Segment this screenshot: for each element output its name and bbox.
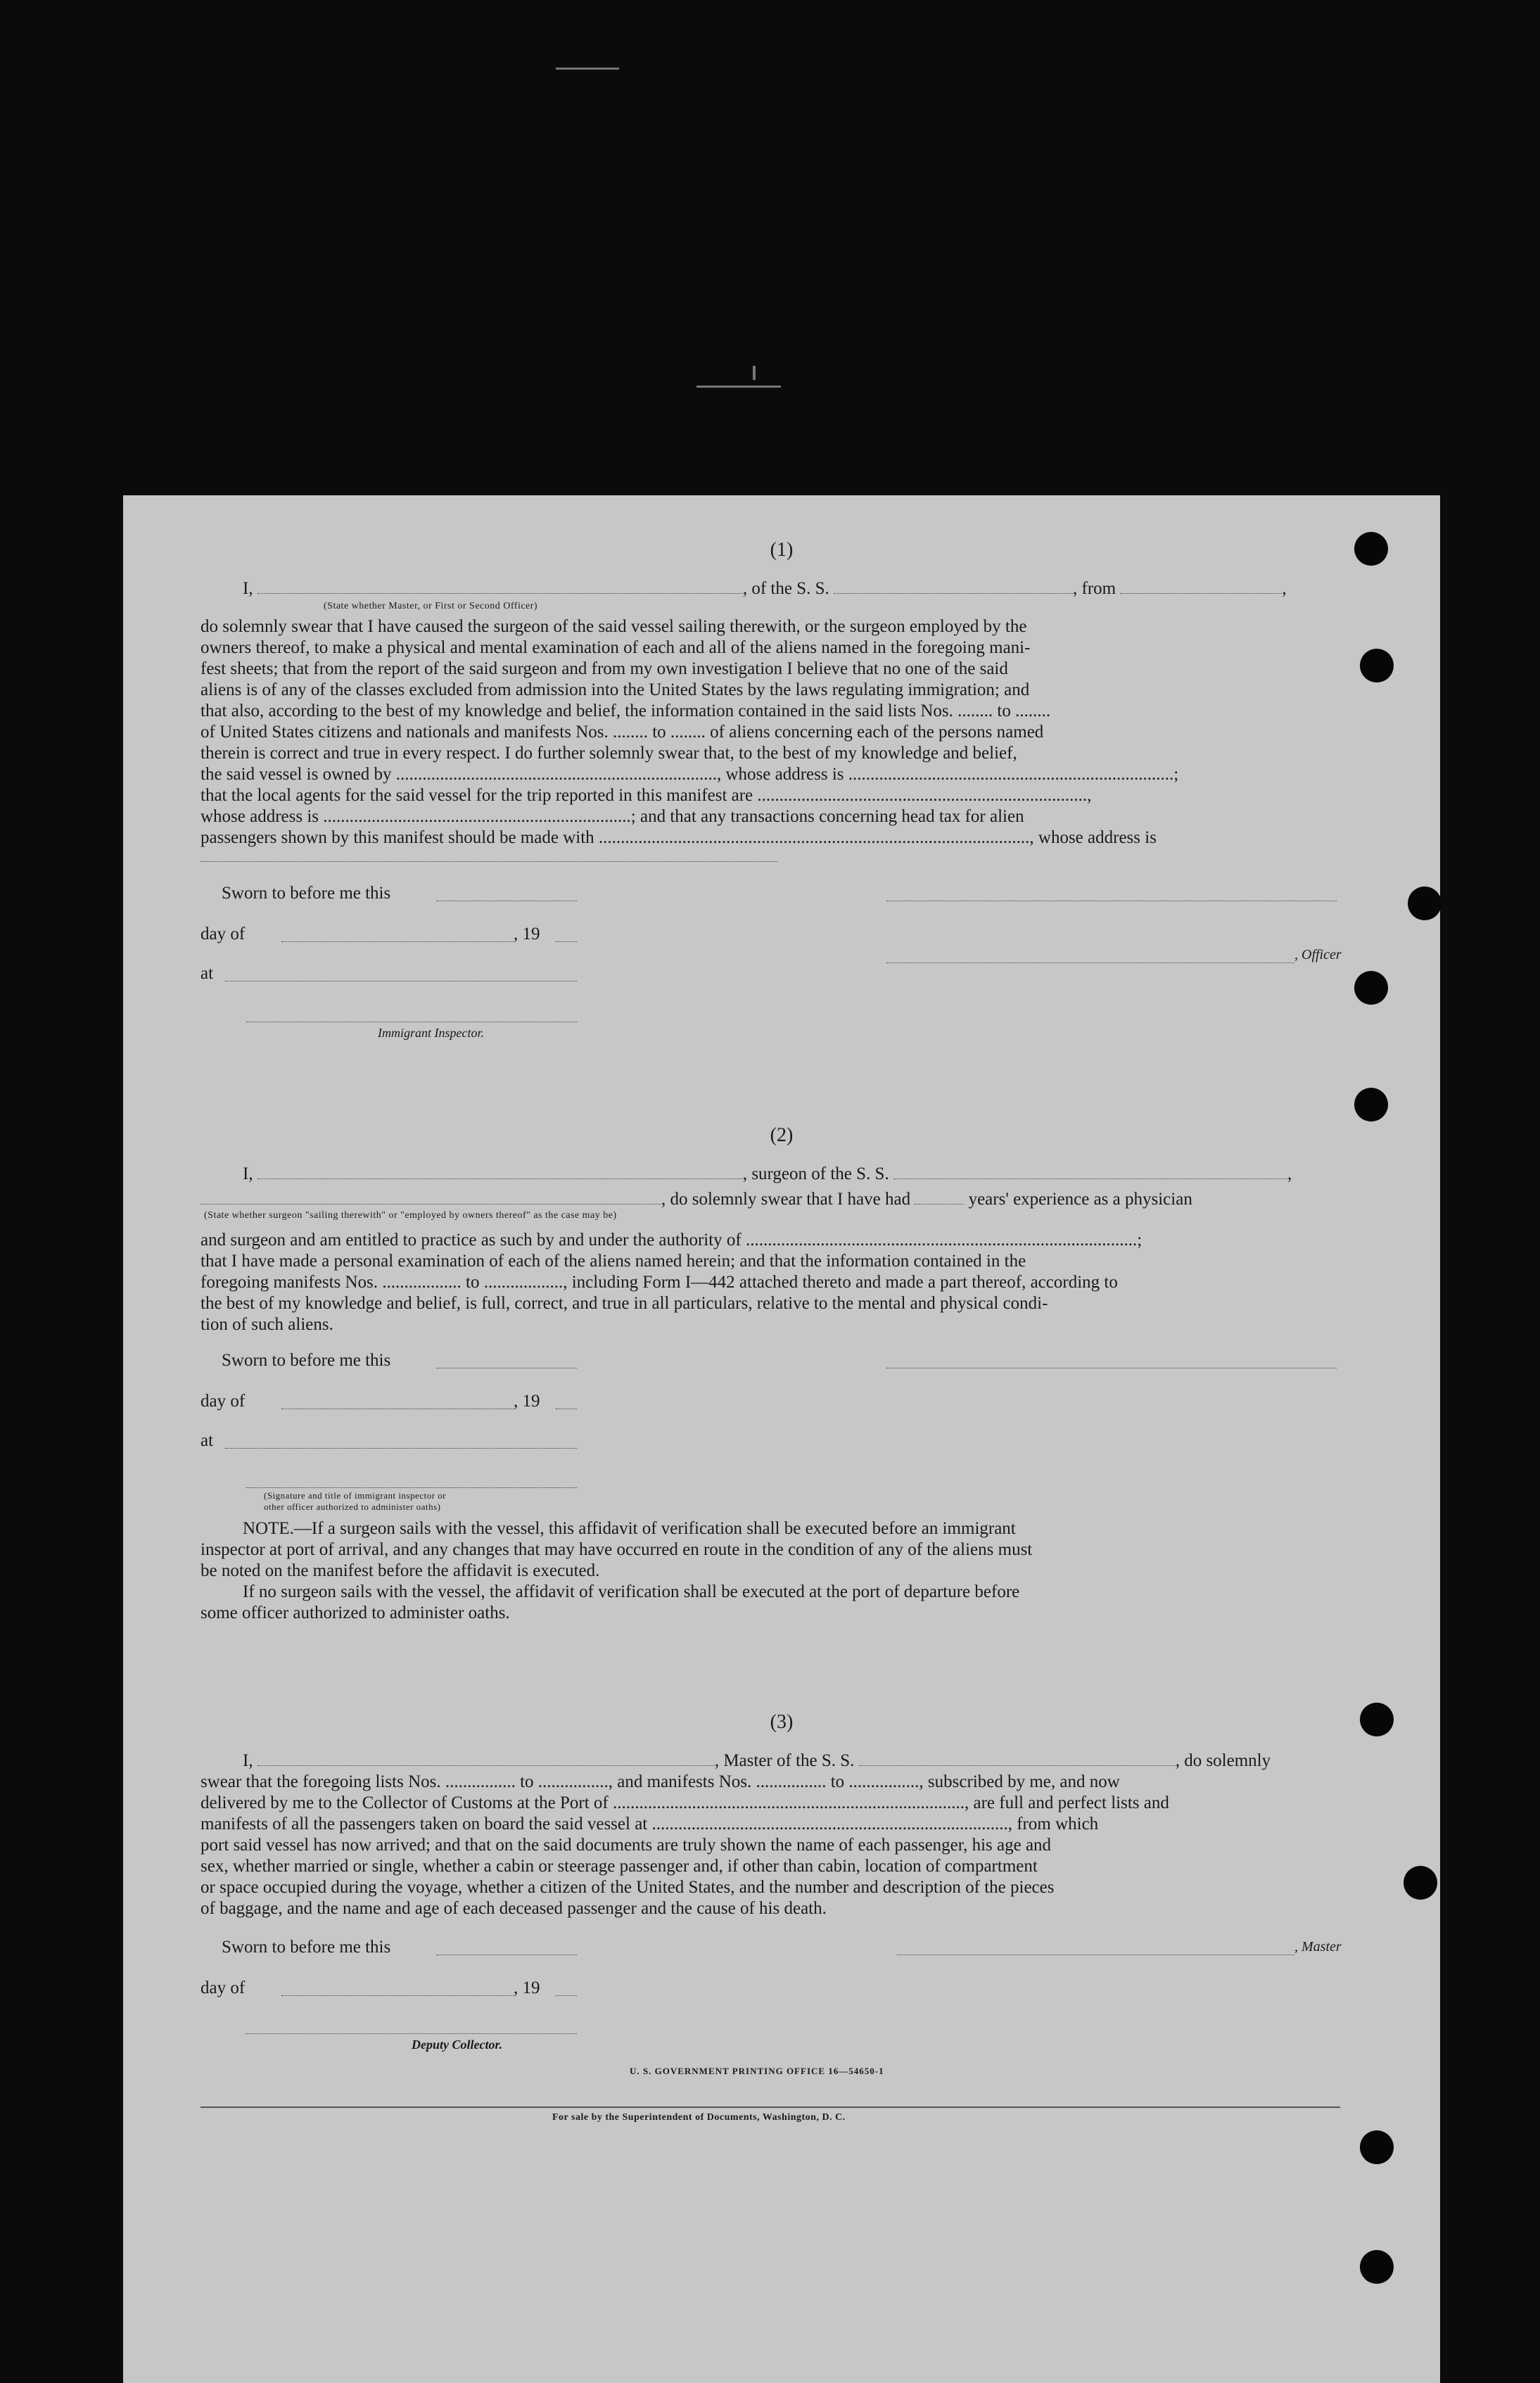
s3-deputy-signature-field[interactable] (246, 2033, 577, 2034)
s3-oath-line (243, 1750, 1271, 1772)
s1-oath-line (243, 578, 1287, 599)
s2-inspector-signature-field[interactable] (246, 1487, 577, 1488)
s2-status-hint: (State whether surgeon "sailing therewith" or "employed by owners thereof" as the case may be) (204, 1210, 617, 1221)
s1-inspector-label: Immigrant Inspector. (378, 1026, 484, 1040)
s3-day-field[interactable] (281, 1995, 514, 1996)
s1-body-line: therein is correct and true in every respect. I do further solemnly swear that, to the best of my knowledge and belief, (201, 744, 1017, 763)
s2-years-field[interactable] (915, 1191, 964, 1205)
s2-note-line: If no surgeon sails with the vessel, the affidavit of verification shall be executed at the port of departure before (243, 1582, 1020, 1601)
s2-body-line: tion of such aliens. (201, 1315, 333, 1334)
s2-ship-name-field[interactable] (893, 1166, 1287, 1179)
s2-note-line: some officer authorized to administer oaths. (201, 1603, 510, 1622)
s1-comma: , (1282, 579, 1287, 598)
s3-body-line: delivered by me to the Collector of Customs at the Port of ................................................................................, are full and perfect lists and (201, 1793, 1169, 1812)
s3-year-field[interactable] (556, 1995, 577, 1996)
s1-body-line: of United States citizens and nationals and manifests Nos. ........ to ........ of aliens concerning each of the persons named (201, 723, 1044, 742)
s2-years-label: years' experience as a physician (968, 1190, 1192, 1209)
s1-from-label: , from (1073, 579, 1116, 598)
s1-officer-name-field[interactable] (257, 580, 743, 594)
s3-year-label: , 19 (514, 1978, 540, 1997)
s3-body-line: swear that the foregoing lists Nos. ................ to ................, and manifests Nos. ................ to ................, subscribed by me, and now (201, 1772, 1120, 1791)
s3-i-label: I, (243, 1751, 253, 1770)
s3-master-label: , Master (1294, 1939, 1342, 1955)
s3-body-line: sex, whether married or single, whether a cabin or steerage passenger and, if other than cabin, location of compartment (201, 1857, 1038, 1876)
s2-sworn-label: Sworn to before me this (222, 1351, 391, 1370)
s2-surgeon-name-field[interactable] (257, 1166, 743, 1179)
scan-speck (753, 366, 756, 380)
s2-swear-label: , do solemnly swear that I have had (661, 1190, 911, 1209)
s1-body-line: fest sheets; that from the report of the said surgeon and from my own investigation I believe that no one of the said (201, 659, 1008, 678)
s2-swear-line (201, 1189, 1192, 1210)
punch-hole (1360, 2250, 1394, 2284)
s1-body-line: aliens is of any of the classes excluded from admission into the United States by the laws regulating immigration; and (201, 680, 1030, 699)
punch-hole (1360, 649, 1394, 682)
s2-oath-line[interactable] (243, 1164, 1292, 1185)
section-3-number: (3) (770, 1711, 794, 1733)
punch-hole (1404, 1866, 1437, 1900)
s1-i-label: I, (243, 579, 253, 598)
s2-surgeon-of-label: , surgeon of the S. S. (742, 1164, 889, 1183)
punch-hole (1354, 971, 1388, 1005)
s1-ship-name-field[interactable] (834, 580, 1073, 594)
s1-body-line: whose address is ......................................................................; and that any transactions concerning head tax for alien (201, 807, 1024, 826)
s2-body-line: that I have made a personal examination of each of the aliens named herein; and that the information contained in the (201, 1252, 1026, 1271)
s3-master-of-label: , Master of the S. S. (714, 1751, 855, 1770)
s3-deputy-label: Deputy Collector. (412, 2038, 502, 2052)
s3-day-of-label: day of (201, 1978, 246, 1997)
punch-hole (1360, 2130, 1394, 2164)
s2-signature-caption: (Signature and title of immigrant inspector or (264, 1490, 447, 1501)
s3-do-solemnly-label: , do solemnly (1175, 1751, 1271, 1770)
s3-body-line: manifests of all the passengers taken on board the said vessel at ................................................................................., from which (201, 1815, 1099, 1834)
s2-signature-caption: other officer authorized to administer oaths) (264, 1501, 441, 1512)
sale-notice: For sale by the Superintendent of Documents, Washington, D. C. (552, 2112, 846, 2123)
s1-body-line: that the local agents for the said vessel for the trip reported in this manifest are ..........................................................................., (201, 786, 1092, 805)
s2-at-label: at (201, 1431, 214, 1450)
footer-divider (201, 2106, 1340, 2108)
gpo-imprint: U. S. GOVERNMENT PRINTING OFFICE 16—54650-1 (630, 2066, 884, 2076)
s2-at-field[interactable] (225, 1448, 577, 1449)
s1-at-label: at (201, 964, 214, 983)
s1-day-field[interactable] (281, 941, 514, 942)
s1-officer-label: , Officer (1294, 947, 1342, 962)
s1-from-port-field[interactable] (1120, 580, 1282, 594)
s3-master-name-field[interactable] (257, 1753, 715, 1766)
s1-year-label: , 19 (514, 924, 540, 943)
s1-officer-title-field[interactable] (886, 962, 1294, 963)
s3-body-line: of baggage, and the name and age of each deceased passenger and the cause of his death. (201, 1899, 827, 1918)
s3-body-line: or space occupied during the voyage, whether a citizen of the United States, and the number and description of the pieces (201, 1878, 1055, 1897)
manifest-affidavit-page (123, 495, 1440, 2383)
s2-body-line: and surgeon and am entitled to practice as such by and under the authority of .........................................................................................; (201, 1231, 1143, 1250)
s1-of-ss-label: , of the S. S. (742, 579, 829, 598)
s2-status-field[interactable] (201, 1191, 661, 1205)
s2-comma: , (1287, 1164, 1292, 1183)
s2-year-label: , 19 (514, 1392, 540, 1411)
punch-hole (1354, 1088, 1388, 1121)
s3-body-line: port said vessel has now arrived; and that on the said documents are truly shown the name of each passenger, his age and (201, 1836, 1052, 1855)
s1-body-line: the said vessel is owned by ........................................................................., whose address is ..........................................................................; (201, 765, 1179, 784)
section-1-number: (1) (770, 539, 794, 561)
punch-hole (1408, 887, 1442, 920)
s2-note-line: be noted on the manifest before the affidavit is executed. (201, 1561, 600, 1580)
s1-body-line: that also, according to the best of my knowledge and belief, the information contained in the said lists Nos. ........ to ........ (201, 701, 1051, 720)
s1-body-line: do solemnly swear that I have caused the surgeon of the said vessel sailing therewith, or the surgeon employed by the (201, 617, 1027, 636)
s1-address-field[interactable] (201, 861, 777, 862)
s2-note-line: NOTE.—If a surgeon sails with the vessel, this affidavit of verification shall be executed before an immigrant (243, 1519, 1016, 1538)
s2-note-line: inspector at port of arrival, and any changes that may have occurred en route in the condition of any of the aliens must (201, 1540, 1033, 1559)
s1-body-line: passengers shown by this manifest should be made with .................................................................................................., whose address is (201, 828, 1157, 847)
s2-i-label: I, (243, 1164, 253, 1183)
s3-sworn-label: Sworn to before me this (222, 1938, 391, 1957)
s2-day-of-label: day of (201, 1392, 246, 1411)
s1-sworn-label: Sworn to before me this (222, 884, 391, 903)
scan-speck (556, 68, 619, 70)
s2-body-line: foregoing manifests Nos. .................. to .................., including Form I—442 attached thereto and made a part thereof, according to (201, 1273, 1118, 1292)
section-2-number: (2) (770, 1124, 794, 1146)
scan-speck (696, 386, 781, 388)
s1-day-of-label: day of (201, 924, 246, 943)
s1-year-field[interactable] (556, 941, 577, 942)
s2-body-line: the best of my knowledge and belief, is full, correct, and true in all particulars, relative to the mental and physical condi- (201, 1294, 1048, 1313)
s3-ship-name-field[interactable] (859, 1753, 1176, 1766)
s1-officer-hint: (State whether Master, or First or Second Officer) (324, 601, 538, 611)
s1-body-line: owners thereof, to make a physical and mental examination of each and all of the aliens named in the foregoing mani- (201, 638, 1031, 657)
